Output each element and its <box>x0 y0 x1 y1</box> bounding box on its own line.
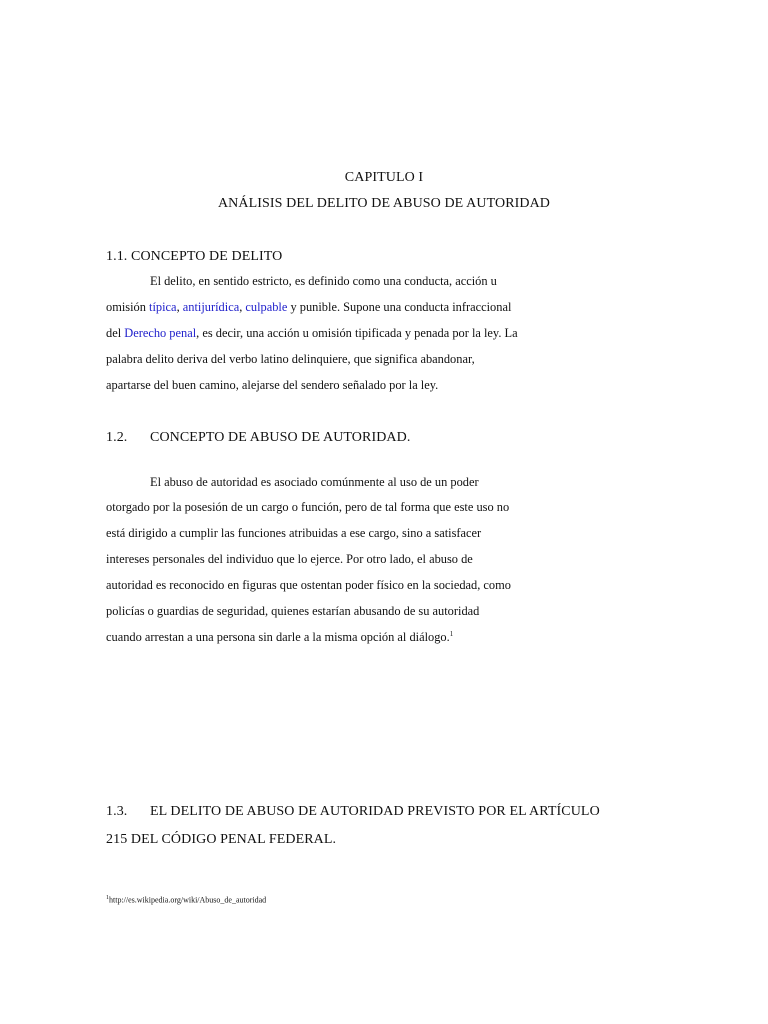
section-1-1-line-4: palabra delito deriva del verbo latino delinquiere, que significa abandonar, <box>106 352 475 366</box>
section-1-2-number: 1.2. <box>106 430 128 445</box>
section-1-2-line-3: está dirigido a cumplir las funciones atribuidas a ese cargo, sino a satisfacer <box>106 526 482 540</box>
section-1-1-line-3 <box>106 326 518 341</box>
footnote-reference[interactable]: 1 <box>449 630 454 638</box>
link-derecho-penal[interactable]: Derecho penal <box>124 326 197 340</box>
section-1-2-heading: CONCEPTO DE ABUSO DE AUTORIDAD. <box>150 430 411 445</box>
chapter-subtitle: ANÁLISIS DEL DELITO DE ABUSO DE AUTORIDAD <box>217 196 551 211</box>
text-segment: omisión <box>106 300 150 314</box>
text-segment: del <box>106 326 125 340</box>
link-tipica[interactable]: típica <box>149 300 177 314</box>
section-1-3-heading-line-1: EL DELITO DE ABUSO DE AUTORIDAD PREVISTO POR EL ARTÍCULO <box>150 804 600 819</box>
section-1-2-line-2: otorgado por la posesión de un cargo o función, pero de tal forma que este uso no <box>106 500 510 514</box>
section-1-2-line-1: El abuso de autoridad es asociado comúnmente al uso de un poder <box>150 475 479 489</box>
section-1-1-line-2 <box>106 300 511 315</box>
text-segment: cuando arrestan a una persona sin darle a la misma opción al diálogo. <box>106 630 450 645</box>
section-1-2-line-4: intereses personales del individuo que lo ejerce. Por otro lado, el abuso de <box>106 552 473 566</box>
text-segment: , <box>176 300 183 314</box>
section-1-2-line-7 <box>106 630 453 645</box>
text-segment: , <box>239 300 246 314</box>
section-1-1-line-1: El delito, en sentido estricto, es definido como una conducta, acción u <box>150 274 497 288</box>
section-1-1-line-5: apartarse del buen camino, alejarse del sendero señalado por la ley. <box>106 378 439 392</box>
section-1-3-number: 1.3. <box>106 804 128 819</box>
footnote <box>106 895 266 905</box>
chapter-title: CAPITULO I <box>344 170 424 185</box>
section-1-2-line-5: autoridad es reconocido en figuras que ostentan poder físico en la sociedad, como <box>106 578 511 592</box>
link-antijuridica[interactable]: antijurídica <box>182 300 240 314</box>
section-1-3-heading-line-2: 215 DEL CÓDIGO PENAL FEDERAL. <box>106 832 337 847</box>
link-culpable[interactable]: culpable <box>245 300 288 314</box>
section-1-2-line-6: policías o guardias de seguridad, quienes estarían abusando de su autoridad <box>106 604 480 618</box>
text-segment: , es decir, una acción u omisión tipificada y penada por la ley. La <box>196 326 518 340</box>
section-1-1-heading: 1.1. CONCEPTO DE DELITO <box>106 249 283 264</box>
text-segment: y punible. Supone una conducta infraccional <box>287 300 512 314</box>
footnote-marker: 1 <box>106 895 109 901</box>
footnote-link[interactable]: http://es.wikipedia.org/wiki/Abuso_de_autoridad <box>109 895 267 905</box>
